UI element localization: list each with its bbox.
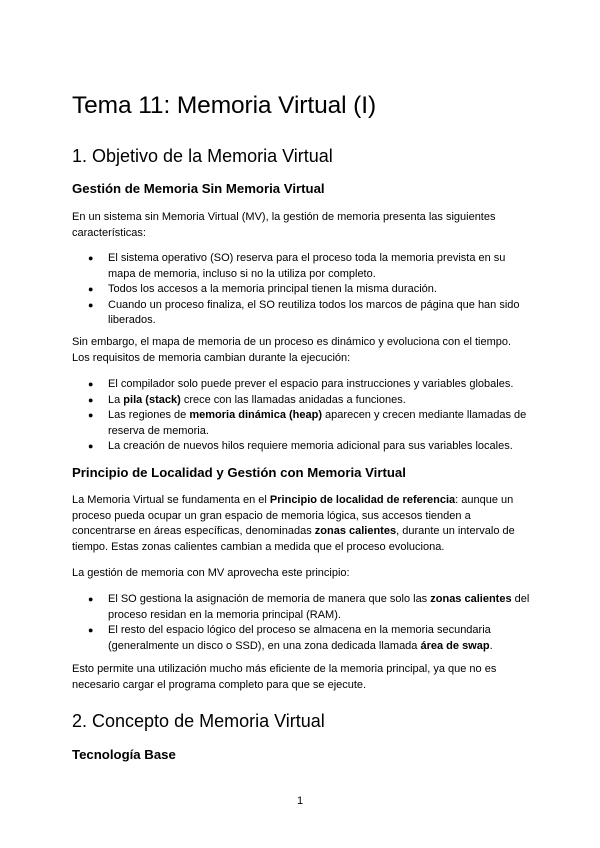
text-run: El SO gestiona la asignación de memoria de manera que solo las: [108, 593, 431, 605]
text-run: .: [489, 639, 493, 652]
subsection-tecnologia-base-heading: Tecnología Base: [72, 747, 176, 762]
bold-term: zonas calientes: [430, 593, 512, 605]
text-run: El resto del espacio lógico del proceso se almacena en la memoria secundaria (generalmente un disco o SSD), en una zona dedicada llamada: [108, 624, 491, 652]
bold-term: Principio de localidad de referencia: [269, 494, 456, 506]
page-number: 1: [296, 795, 304, 807]
bold-term: área de swap: [420, 639, 490, 652]
section-1-heading: 1. Objetivo de la Memoria Virtual: [72, 146, 333, 166]
requisitos-list: [72, 377, 532, 455]
text-run: aparecen y crecen mediante llamadas de reserva de memoria.: [108, 409, 527, 437]
list-item: ● Todos los accesos a la memoria principal tienen la misma duración.: [72, 282, 532, 298]
section-2-heading: 2. Concepto de Memoria Virtual: [72, 711, 325, 731]
list-item: ● El compilador solo puede prever el espacio para instrucciones y variables globales.: [72, 377, 532, 393]
caracteristicas-list: [72, 251, 532, 329]
gestion-mv-paragraph: La gestión de memoria con MV aprovecha este principio:: [72, 567, 350, 579]
subsection-localidad-heading: Principio de Localidad y Gestión con Memoria Virtual: [72, 465, 406, 480]
eficiencia-paragraph: Esto permite una utilización mucho más eficiente de la memoria principal, ya que no es necesario cargar el programa completo para que se ejecute.: [72, 663, 497, 691]
text-run: del proceso residan en la memoria principal (RAM).: [108, 593, 530, 621]
document-title: Tema 11: Memoria Virtual (I): [72, 92, 377, 119]
text-run: Las regiones de: [108, 409, 190, 421]
gestion-mv-list: [72, 592, 532, 654]
mapa-dinamico-paragraph: Sin embargo, el mapa de memoria de un proceso es dinámico y evoluciona con el tiempo. Los requisitos de memoria cambian durante la ejecución:: [72, 336, 512, 364]
text-run: , durante un intervalo de tiempo. Estas zonas calientes cambian a medida que el proceso evoluciona.: [72, 525, 515, 553]
list-item: [72, 592, 532, 623]
text-run: La: [108, 393, 124, 406]
bold-term: memoria dinámica (heap): [189, 409, 322, 421]
bold-term: zonas calientes: [314, 525, 397, 537]
text-run: La Memoria Virtual se fundamenta en el: [72, 494, 270, 506]
intro-paragraph: En un sistema sin Memoria Virtual (MV), la gestión de memoria presenta las siguientes características:: [72, 211, 496, 239]
list-item: ● El sistema operativo (SO) reserva para el proceso toda la memoria prevista en su mapa de memoria, incluso si no la utiliza por completo.: [72, 251, 532, 282]
list-item: ● Cuando un proceso finaliza, el SO reutiliza todos los marcos de página que han sido liberados.: [72, 298, 532, 329]
localidad-paragraph: [72, 493, 527, 555]
text-run: : aunque un proceso pueda ocupar un gran espacio de memoria lógica, sus accesos tienden a concentrarse en áreas específicas, denominadas: [72, 494, 514, 537]
subsection-gestion-sin-mv-heading: Gestión de Memoria Sin Memoria Virtual: [72, 181, 325, 196]
list-item: [72, 408, 532, 439]
list-item: [72, 623, 532, 654]
bold-term: pila (stack): [123, 393, 181, 406]
text-run: crece con las llamadas anidadas a funciones.: [180, 393, 406, 406]
list-item: [72, 393, 532, 409]
list-item: ● La creación de nuevos hilos requiere memoria adicional para sus variables locales.: [72, 439, 532, 455]
